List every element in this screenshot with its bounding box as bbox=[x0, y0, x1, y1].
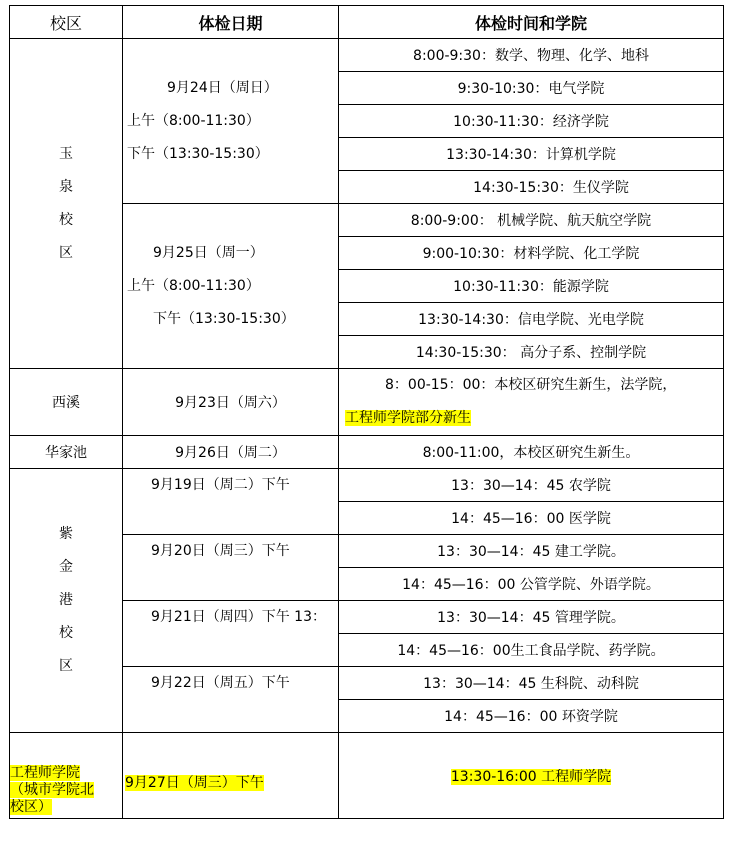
highlighted-text: 校区） bbox=[10, 799, 52, 815]
time-slot: 10:30-11:30：经济学院 bbox=[339, 105, 724, 138]
campus-zijingang: 紫金港校区 bbox=[10, 469, 123, 733]
schedule-table bbox=[9, 5, 724, 819]
date-cell: 9月25日（周一） 上午（8:00-11:30） 下午（13:30-15:30） bbox=[123, 204, 339, 369]
highlighted-text: 工程师学院 bbox=[10, 765, 80, 781]
date-cell: 9月23日（周六） bbox=[123, 369, 339, 436]
table-row bbox=[10, 39, 724, 72]
campus-engineering bbox=[10, 733, 123, 819]
highlighted-text: （城市学院北 bbox=[10, 782, 94, 798]
time-slot: 13：30—14：45 农学院 bbox=[339, 469, 724, 502]
time-slot: 14:30-15:30： 高分子系、控制学院 bbox=[339, 336, 724, 369]
campus-huajiachi: 华家池 bbox=[10, 436, 123, 469]
time-slot: 10:30-11:30：能源学院 bbox=[339, 270, 724, 303]
time-slot: 8:00-11:00，本校区研究生新生。 bbox=[339, 436, 724, 469]
date-cell: 9月26日（周二） bbox=[123, 436, 339, 469]
header-row bbox=[10, 6, 724, 39]
time-slot: 8:00-9:00： 机械学院、航天航空学院 bbox=[339, 204, 724, 237]
date-cell bbox=[123, 733, 339, 819]
time-slot: 9:00-10:30：材料学院、化工学院 bbox=[339, 237, 724, 270]
time-slot: 13：30—14：45 管理学院。 bbox=[339, 601, 724, 634]
time-slot bbox=[339, 733, 724, 819]
highlighted-text: 13:30-16:00 工程师学院 bbox=[450, 768, 612, 785]
table-row bbox=[10, 436, 724, 469]
date-cell: 9月19日（周二）下午 bbox=[123, 469, 339, 535]
highlighted-text: 工程师学院部分新生 bbox=[345, 410, 471, 426]
highlighted-text: 9月27日（周三）下午 bbox=[125, 774, 264, 791]
date-cell: 9月22日（周五）下午 bbox=[123, 667, 339, 733]
header-date: 体检日期 bbox=[123, 6, 339, 39]
time-slot: 14：45—16：00 公管学院、外语学院。 bbox=[339, 568, 724, 601]
header-campus: 校区 bbox=[10, 6, 123, 39]
campus-xixi: 西溪 bbox=[10, 369, 123, 436]
time-slot: 9:30-10:30：电气学院 bbox=[339, 72, 724, 105]
date-cell: 9月24日（周日） 上午（8:00-11:30） 下午（13:30-15:30） bbox=[123, 39, 339, 204]
time-slot: 14:30-15:30：生仪学院 bbox=[339, 171, 724, 204]
table-row bbox=[10, 469, 724, 502]
time-slot: 13：30—14：45 生科院、动科院 bbox=[339, 667, 724, 700]
time-slot: 8：00-15：00：本校区研究生新生，法学院， 工程师学院部分新生 bbox=[339, 369, 724, 436]
time-slot: 13:30-14:30：计算机学院 bbox=[339, 138, 724, 171]
time-slot: 14：45—16：00 环资学院 bbox=[339, 700, 724, 733]
time-slot: 14：45—16：00 医学院 bbox=[339, 502, 724, 535]
table-row bbox=[10, 733, 724, 819]
date-cell: 9月21日（周四）下午 13： bbox=[123, 601, 339, 667]
time-slot: 14：45—16：00生工食品学院、药学院。 bbox=[339, 634, 724, 667]
table-row bbox=[10, 369, 724, 436]
time-slot: 13:30-14:30：信电学院、光电学院 bbox=[339, 303, 724, 336]
date-cell: 9月20日（周三）下午 bbox=[123, 535, 339, 601]
campus-yuquan: 玉泉校区 bbox=[10, 39, 123, 369]
time-slot: 8:00-9:30：数学、物理、化学、地科 bbox=[339, 39, 724, 72]
time-slot: 13：30—14：45 建工学院。 bbox=[339, 535, 724, 568]
header-time: 体检时间和学院 bbox=[339, 6, 724, 39]
